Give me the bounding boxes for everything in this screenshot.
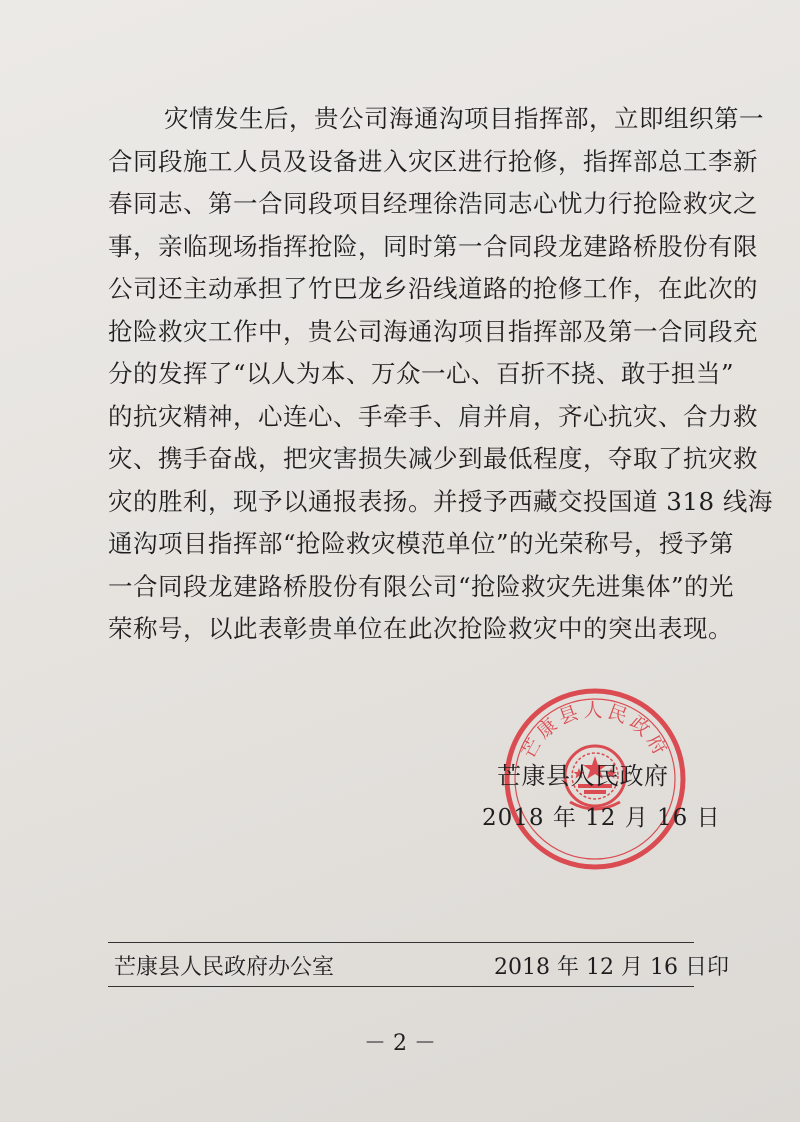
footer-rule-bottom [108, 986, 694, 987]
issuer-name: 芒康县人民政府 [497, 762, 669, 790]
body-line: 事，亲临现场指挥抢险，同时第一合同段龙建路桥股份有限 [108, 231, 758, 261]
issue-date: 2018 年 12 月 16 日 [482, 805, 721, 831]
body-line: 一合同段龙建路桥股份有限公司“抢险救灾先进集体”的光 [108, 571, 735, 601]
svg-text:芒康县人民政府: 芒康县人民政府 [517, 699, 673, 763]
body-line: 分的发挥了“以人为本、万众一心、百折不挠、敢于担当” [108, 359, 735, 388]
body-line: 春同志、第一合同段项目经理徐浩同志心忧力行抢险救灾之 [108, 189, 758, 218]
body-line: 荣称号，以此表彰贵单位在此次抢险救灾中的突出表现。 [108, 614, 733, 643]
page-number: － 2 － [364, 1031, 436, 1056]
body-line: 公司还主动承担了竹巴龙乡沿线道路的抢修工作，在此次的 [108, 274, 758, 303]
body-line: 通沟项目指挥部“抢险救灾模范单位”的光荣称号，授予第 [108, 529, 735, 558]
footer-rule-top [108, 942, 694, 943]
body-line: 的抗灾精神，心连心、手牵手、肩并肩，齐心抗灾、合力救 [108, 401, 758, 431]
footer-office: 芒康县人民政府办公室 [114, 955, 335, 980]
body-line: 灾的胜利，现予以通报表扬。并授予西藏交投国道 318 线海 [108, 486, 773, 516]
body-line: 合同段施工人员及设备进入灾区进行抢修，指挥部总工李新 [108, 146, 758, 176]
body-line: 灾、携手奋战，把灾害损失减少到最低程度，夺取了抗灾救 [108, 444, 758, 473]
body-line: 灾情发生后，贵公司海通沟项目指挥部，立即组织第一 [164, 104, 764, 133]
body-line: 抢险救灾工作中，贵公司海通沟项目指挥部及第一合同段充 [108, 316, 758, 346]
body-text [108, 98, 773, 651]
footer-print-date: 2018 年 12 月 16 日印 [494, 955, 729, 980]
